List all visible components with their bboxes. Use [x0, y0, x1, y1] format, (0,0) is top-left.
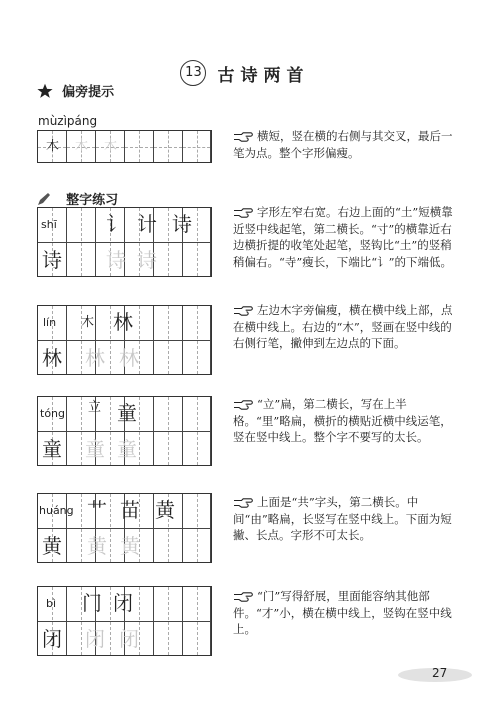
pinyin-label: lín	[43, 316, 57, 329]
pinyin-label: tóng	[40, 407, 65, 420]
trace-char: 闭	[119, 627, 139, 651]
radical-trace-char: 木	[104, 139, 118, 154]
model-char: 苗	[120, 498, 140, 522]
page-number: 27	[432, 666, 448, 680]
star-icon	[37, 83, 53, 99]
trace-char: 林	[85, 346, 105, 370]
radical-pinyin: mùzìpáng	[38, 114, 98, 128]
practice-char: 童	[42, 437, 62, 461]
model-char: 木	[81, 315, 95, 330]
practice-heading: 整字练习	[66, 193, 119, 208]
trace-char: 林	[119, 346, 139, 370]
model-char: 讠	[106, 212, 126, 236]
pointing-hand-icon	[233, 498, 255, 508]
lesson-number: 13	[180, 60, 206, 86]
radical-char: 木	[46, 139, 60, 154]
radical-heading-row	[37, 80, 114, 100]
practice-char: 闭	[42, 627, 62, 651]
pointing-hand-icon	[233, 592, 255, 602]
practice-grid-shi	[37, 207, 212, 277]
practice-char: 黄	[42, 534, 62, 558]
practice-char: 林	[42, 346, 62, 370]
page-title: 古诗两首	[217, 65, 310, 86]
pinyin-label: shī	[41, 218, 57, 231]
model-char: 计	[137, 212, 157, 236]
model-char: 门	[82, 591, 102, 615]
pen-icon	[37, 192, 51, 206]
practice-grid-tong	[37, 396, 212, 466]
practice-heading-row	[37, 188, 118, 208]
radical-heading: 偏旁提示	[62, 85, 115, 100]
description-shi: 字形左窄右宽。右边上面的“土”短横靠近竖中线起笔，第二横长。“寸”的横靠近右边横折提的收笔处起笔，竖钩比“土”的竖稍稍偏右。“寺”瘦长，下端比“讠”的下端低。	[233, 205, 453, 269]
practice-grid-lin	[37, 305, 212, 375]
trace-char: 闭	[85, 627, 105, 651]
model-char: 立	[88, 400, 102, 415]
description-huang: 上面是“共”字头，第二横长。中间“由”略扁，长竖写在竖中线上。下面为短撇、长点。字形不可太长。	[233, 495, 452, 542]
trace-char: 黄	[120, 534, 140, 558]
model-char: 闭	[113, 591, 133, 615]
model-char: 童	[117, 401, 137, 425]
practice-grid-bi	[37, 586, 212, 656]
trace-char: 童	[85, 437, 105, 461]
practice-char: 诗	[42, 248, 62, 272]
model-char: 诗	[172, 212, 192, 236]
description-tong: “立”扁，第二横长，写在上半格。“里”略扁，横折的横贴近横中线运笔，竖在竖中线上。整个字不要写的太长。	[233, 397, 452, 444]
pointing-hand-icon	[233, 400, 255, 410]
trace-char: 诗	[137, 248, 157, 272]
trace-char: 诗	[106, 248, 126, 272]
model-char: 黄	[155, 498, 175, 522]
pinyin-label: huáng	[39, 504, 74, 517]
radical-description: 横短，竖在横的右侧与其交叉，最后一笔为点。整个字形偏瘦。	[233, 129, 453, 160]
model-char: 林	[113, 310, 133, 334]
trace-char: 黄	[87, 534, 107, 558]
trace-char: 童	[117, 437, 137, 461]
pinyin-label: bì	[46, 597, 57, 610]
radical-trace-char: 木	[75, 139, 89, 154]
pointing-hand-icon	[233, 208, 255, 218]
description-lin: 左边木字旁偏瘦，横在横中线上部，点在横中线上。右边的“木”，竖画在竖中线的右侧行笔，撇伸到左边点的下面。	[233, 303, 453, 350]
radical-grid	[37, 130, 212, 163]
model-char: 艹	[87, 498, 107, 522]
pointing-hand-icon	[233, 132, 255, 142]
practice-grid-huang	[37, 493, 212, 563]
description-bi: “门”写得舒展，里面能容纳其他部件。“才”小，横在横中线上，竖钩在竖中线上。	[233, 589, 452, 636]
pointing-hand-icon	[233, 306, 255, 316]
